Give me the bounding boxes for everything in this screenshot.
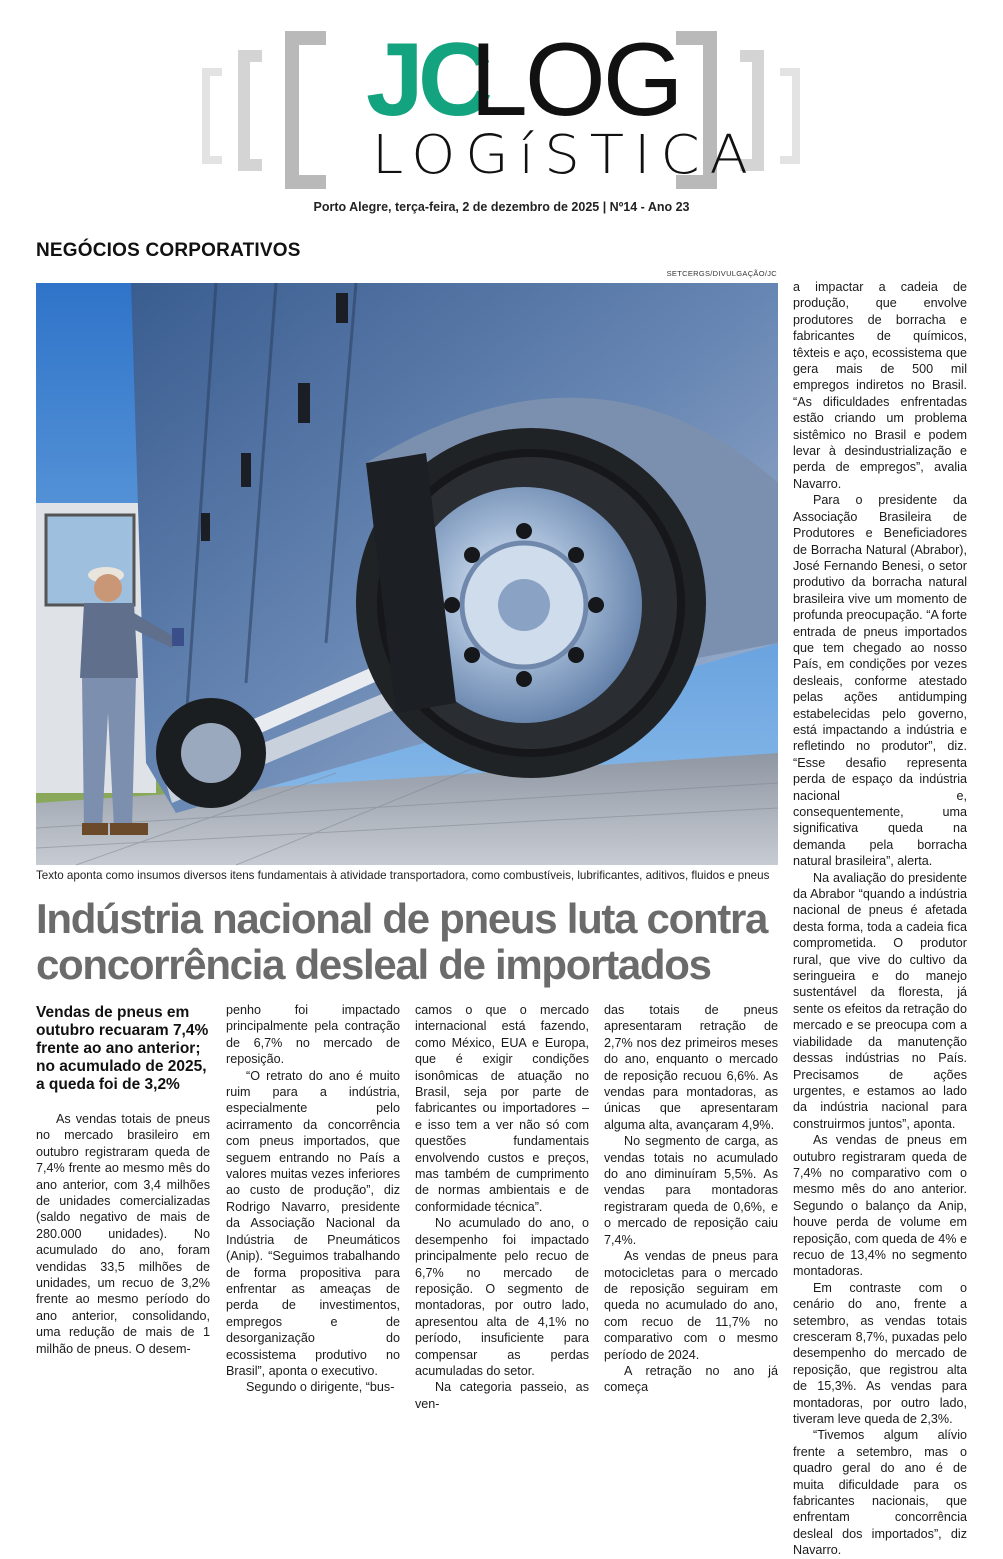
body-column-5 — [793, 279, 967, 1559]
paragraph: As vendas totais de pneus no mercado brasileiro em outubro registraram queda de 7,4% frente ao mesmo mês do ano anterior, com 3,4 milhões de unidades comercializadas (saldo negativo de mais de 280.000 unidades). No acumulado do ano, foram vendidas 33,5 milhões de unidades, um recuo de 3,2% frente ao mesmo período do ano anterior, consolidando, uma redução de mais de 1 milhão de pneus. O desem- — [36, 1112, 210, 1356]
paragraph: No segmento de carga, as vendas totais no acumulado do ano diminuíram 5,5%. As vendas para montadoras registraram queda de 0,6%, e o mercado de reposição caiu 7,4%. — [604, 1134, 778, 1247]
paragraph: A retração no ano já começa — [604, 1363, 778, 1395]
article-photo[interactable] — [36, 283, 778, 865]
logo-jc: JC — [366, 22, 487, 138]
paragraph: Em contraste com o cenário do ano, frente a setembro, as vendas totais cresceram 8,7%, puxadas pelo desempenho do mercado de reposição, que registrou alta de 15,3%. As vendas para montadoras, por outro lado, tiveram leve queda de 2,3%. — [793, 1280, 967, 1427]
paragraph: No acumulado do ano, o desempenho foi impactado principalmente pelo recuo de 6,7% no mercado de reposição. O segmento de montadoras, por outro lado, apresentou alta de 4,1% no período, insuficiente para compensar as perdas acumuladas do setor. — [415, 1216, 589, 1378]
truck-tire-illustration — [36, 283, 778, 865]
headline: Indústria nacional de pneus luta contra concorrência desleal de importados — [36, 895, 768, 989]
photo-credit: SETCERGS/DIVULGAÇÃO/JC — [666, 269, 777, 278]
dateline: Porto Alegre, terça-feira, 2 de dezembro de 2025 | Nº14 - Ano 23 — [313, 200, 690, 214]
paragraph: Para o presidente da Associação Brasileira de Produtores e Beneficiadores de Borracha Natural (Abrabor), José Fernando Benesi, o setor produtivo da borracha natural brasileira vive um momento de profunda preocupação. “A forte entrada de pneus importados que tem chegado ao nosso País, em condições por vezes desleais, conforme atestado pelas ações antidumping estabelecidas pelo governo, está impactando a indústria e refletindo no produtor”, diz. “Esse desafio representa perda de espaço da indústria nacional e, consequentemente, uma significativa queda na demanda pela borracha natural brasileira”, alerta. — [793, 493, 967, 869]
article-deck: Vendas de pneus em outubro recuaram 7,4% frente ao ano anterior; no acumulado de 2025, a queda foi de 3,2% — [36, 1004, 209, 1093]
body-column-4 — [604, 1002, 778, 1396]
logo-log: LOG — [470, 22, 681, 138]
paragraph: Na categoria passeio, as ven- — [415, 1380, 589, 1411]
photo-caption: Texto aponta como insumos diversos itens fundamentais à atividade transportadora, como combustíveis, lubrificantes, aditivos, fluidos e pneus — [36, 869, 770, 882]
logo[interactable] — [366, 22, 758, 188]
body-column-2 — [226, 1002, 400, 1396]
paragraph: Segundo o dirigente, “bus- — [246, 1380, 395, 1395]
paragraph: penho foi impactado principalmente pela contração de 6,7% no mercado de reposição. — [226, 1003, 400, 1067]
paragraph: a impactar a cadeia de produção, que envolve produtores de borracha e fabricantes de químicos, têxteis e aço, ecossistema que gera mais de 500 mil empregos indiretos no Brasil. “As dificuldades enfrentadas estão criando um problema sistêmico no Brasil e podem levar à desindustrialização e perda de empregos”, avalia Navarro. — [793, 280, 967, 491]
paragraph: das totais de pneus apresentaram retração de 2,7% nos dez primeiros meses do ano, enquanto o mercado de reposição recuou 6,6%. As vendas para montadoras, as únicas que apresentaram alguma alta, avançaram 4,9%. — [604, 1003, 778, 1132]
paragraph: “O retrato do ano é muito ruim para a indústria, especialmente pelo acirramento da concorrência com pneus importados, que seguem entrando no País a valores muitas vezes inferiores ao custo de produção”, diz Rodrigo Navarro, presidente da Associação Nacional da Indústria de Pneumáticos (Anip). “Seguimos trabalhando de forma propositiva para enfrentar as ameaças de perda de investimentos, empregos e de desorganização do ecossistema produtivo no Brasil”, aponta o executivo. — [226, 1068, 400, 1378]
paragraph: As vendas de pneus em outubro registraram queda de 7,4% no comparativo com o mesmo mês do ano anterior. Segundo o balanço da Anip, houve perda de volume em reposição, com queda de 4% e recuo de 13,4% no segmento montadoras. — [793, 1133, 967, 1279]
section-title: NEGÓCIOS CORPORATIVOS — [36, 240, 301, 261]
paragraph: As vendas de pneus para motocicletas para o mercado de reposição seguiram em queda no acumulado do ano, com recuo de 11,7% no comparativo com o mesmo período de 2024. — [604, 1249, 778, 1362]
body-column-3 — [415, 1002, 589, 1412]
paragraph: camos o que o mercado internacional está fazendo, como México, EUA e Europa, que é exigir condições isonômicas de atuação no Brasil, seja por parte de fabricantes ou importadores – e isso tem a ver não só com questões fundamentais envolvendo custos e preços, mas também de cumprimento de normas ambientais e de conformidade técnica”. — [415, 1003, 589, 1214]
body-column-1 — [36, 1111, 210, 1357]
paragraph: “Tivemos algum alívio frente a setembro, mas o quadro geral do ano é de muita dificuldade para os fabricantes nacionais, que enfrentam concorrência desleal dos importados”, diz Navarro. — [793, 1428, 967, 1558]
logo-subtitle: LOGíSTICA — [372, 124, 758, 187]
paragraph: Na avaliação do presidente da Abrabor “quando a indústria nacional de pneus é afetada desta forma, toda a cadeia fica comprometida. O produtor rural, que vive do cultivo da seringueira e do manejo sustentável da floresta, já sente os efeitos da retração do mercado e se preocupa com a viabilidade da manutenção dessas indústrias no País. Precisamos de ações urgentes, e estamos ao lado da indústria nacional para construirmos juntos”, aponta. — [793, 870, 967, 1131]
